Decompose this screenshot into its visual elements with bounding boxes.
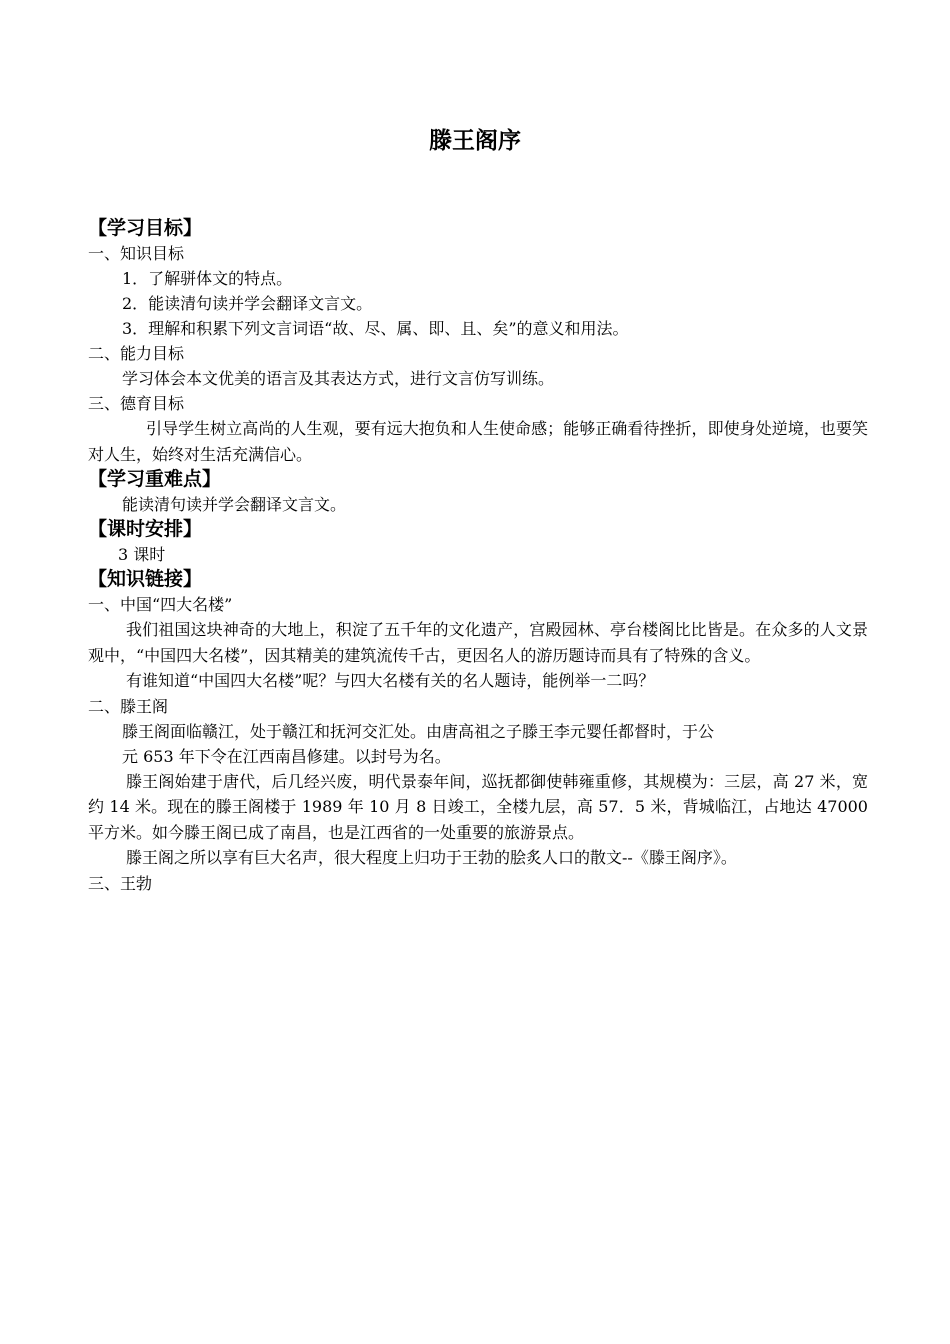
moral-goal-text: 引导学生树立高尚的人生观，要有远大抱负和人生使命感；能够正确看待挫折，即使身处逆境，也要笑对人生，始终对生活充满信心。: [88, 419, 868, 464]
schedule-heading: 【课时安排】: [88, 518, 203, 540]
knowledge-goal-label: 一、知识目标: [88, 244, 185, 263]
pavilion-history-paragraph: 滕王阁始建于唐代，后几经兴废，明代景泰年间，巡抚都御使韩雍重修，其规模为：三层，高 27 米，宽约 14 米。现在的滕王阁楼于 1989 年 10 月 8 日竣工，全楼九层，高 57．5 米，背城临江，占地达 47000 平方米。如今滕王阁已成了南昌，也是江西省的一处重要的旅游景点。: [88, 771, 868, 842]
knowledge-goal-item: 3．理解和积累下列文言词语“故、尽、属、即、且、矣”的意义和用法。: [122, 319, 629, 338]
document-title: 滕王阁序: [429, 128, 521, 154]
pavilion-paragraph-line: 元 653 年下令在江西南昌修建。以封号为名。: [122, 746, 451, 766]
ability-goal-text: 学习体会本文优美的语言及其表达方式，进行文言仿写训练。: [122, 369, 555, 388]
pavilion-paragraph-line: 滕王阁面临赣江，处于赣江和抚河交汇处。由唐高祖之子滕王李元婴任都督时，于公: [122, 721, 715, 741]
knowledge-goal-item: 2．能读清句读并学会翻译文言文。: [122, 294, 373, 313]
pavilion-fame-paragraph: 滕王阁之所以享有巨大名声，很大程度上归功于王勃的脍炙人口的散文--《滕王阁序》。: [126, 848, 737, 867]
links-heading: 【知识链接】: [88, 568, 203, 590]
towers-label: 一、中国“四大名楼”: [88, 595, 233, 614]
knowledge-goal-item: 1．了解骈体文的特点。: [122, 269, 293, 288]
goals-heading: 【学习目标】: [88, 217, 203, 239]
document-body: [88, 216, 868, 896]
ability-goal-label: 二、能力目标: [88, 344, 185, 363]
towers-question: 有谁知道“中国四大名楼”呢？与四大名楼有关的名人题诗，能例举一二吗？: [126, 671, 655, 690]
schedule-text: 3 课时: [118, 545, 166, 564]
pavilion-label: 二、滕王阁: [88, 696, 169, 716]
wangbo-label: 三、王勃: [88, 873, 153, 893]
key-points-heading: 【学习重难点】: [88, 468, 222, 490]
towers-paragraph: 我们祖国这块神奇的大地上，积淀了五千年的文化遗产，宫殿园林、亭台楼阁比比皆是。在众多的人文景观中，“中国四大名楼”，因其精美的建筑流传千古，更因名人的游历题诗而具有了特殊的含义。: [88, 620, 868, 665]
key-points-text: 能读清句读并学会翻译文言文。: [122, 495, 347, 514]
moral-goal-label: 三、德育目标: [88, 394, 185, 413]
